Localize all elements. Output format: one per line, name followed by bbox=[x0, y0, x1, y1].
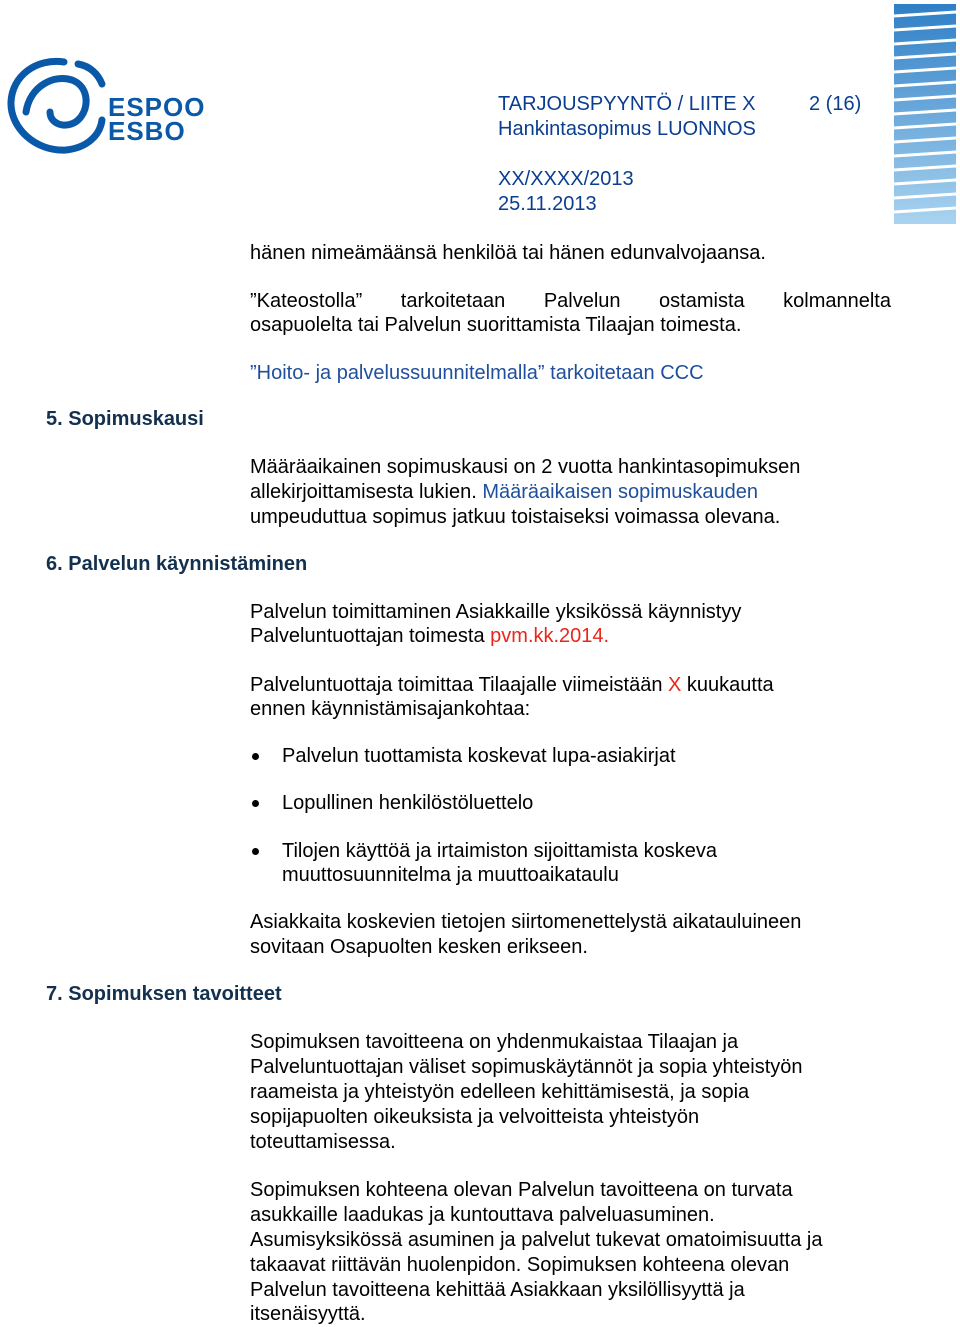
section-7-p1-line: toteuttamisessa. bbox=[250, 1131, 396, 1153]
doc-title: TARJOUSPYYNTÖ / LIITE X bbox=[498, 93, 756, 115]
section-6-p1-text: Palveluntuottajan toimesta bbox=[250, 625, 491, 647]
bullet-icon bbox=[252, 848, 259, 855]
section-7-p2-line: Asumisyksikössä asuminen ja palvelut tukevat omatoimisuutta ja bbox=[250, 1229, 823, 1251]
section-6-p2-text-a: Palveluntuottaja toimittaa Tilaajalle viimeistään bbox=[250, 674, 668, 696]
section-5-line-2 bbox=[250, 480, 758, 505]
section-7-p1-line: sopijapuolten oikeuksista ja velvoitteista yhteistyön bbox=[250, 1106, 700, 1128]
start-date: pvm.kk.2014. bbox=[490, 625, 610, 647]
logo-text-espoo: ESPOO bbox=[108, 92, 206, 122]
decorative-stripes bbox=[894, 4, 956, 224]
bullet-icon bbox=[252, 800, 259, 807]
kateostolla-line-2: osapuolelta tai Palvelun suorittamista Tilaajan toimesta. bbox=[250, 314, 742, 336]
doc-subtitle: Hankintasopimus LUONNOS bbox=[498, 118, 756, 140]
section-7-p2-line: Palvelun tavoitteena kehittää Asiakkaan yksilöllisyyttä ja bbox=[250, 1279, 745, 1301]
list-item: Lopullinen henkilöstöluettelo bbox=[282, 792, 534, 814]
section-6-p2-line-1 bbox=[250, 673, 774, 698]
section-7-p1-line: raameista ja yhteistyön edelleen kehittämisestä, ja sopia bbox=[250, 1081, 750, 1103]
section-5-line-2-part-a: allekirjoittamisesta lukien. bbox=[250, 481, 483, 503]
page-number: 2 (16) bbox=[809, 93, 862, 115]
bullet-icon bbox=[252, 753, 259, 760]
doc-reference: XX/XXXX/2013 bbox=[498, 168, 634, 190]
section-7-p2-line: itsenäisyyttä. bbox=[250, 1303, 366, 1325]
section-7-p1-line: Palveluntuottajan väliset sopimuskäytännöt ja sopia yhteistyön bbox=[250, 1056, 803, 1078]
section-7-p2-line: takaavat riittävän huolenpidon. Sopimuksen kohteena olevan bbox=[250, 1254, 790, 1276]
espoo-logo bbox=[6, 56, 206, 156]
section-7-heading: 7. Sopimuksen tavoitteet bbox=[46, 983, 282, 1005]
section-6-p3-line-1: Asiakkaita koskevien tietojen siirtomenettelystä aikatauluineen bbox=[250, 911, 802, 933]
section-6-p2-line-2: ennen käynnistämisajankohtaa: bbox=[250, 698, 531, 720]
list-item: Palvelun tuottamista koskevat lupa-asiakirjat bbox=[282, 745, 676, 767]
section-6-p2-text-b: kuukautta bbox=[681, 674, 774, 696]
section-6-heading: 6. Palvelun käynnistäminen bbox=[46, 553, 308, 575]
intro-paragraph: hänen nimeämäänsä henkilöä tai hänen edunvalvojaansa. bbox=[250, 242, 766, 264]
section-7-p2-line: Sopimuksen kohteena olevan Palvelun tavoitteena on turvata bbox=[250, 1179, 793, 1201]
list-item-continuation: muuttosuunnitelma ja muuttoaikataulu bbox=[282, 864, 619, 886]
doc-date: 25.11.2013 bbox=[498, 193, 597, 215]
list-item: Tilojen käyttöä ja irtaimiston sijoittamista koskeva bbox=[282, 840, 717, 862]
section-7-p2-line: asukkaille laadukas ja kuntouttava palveluasuminen. bbox=[250, 1204, 715, 1226]
section-6-p1-line-1: Palvelun toimittaminen Asiakkaille yksikössä käynnistyy bbox=[250, 601, 742, 623]
logo-text-esbo: ESBO bbox=[108, 116, 186, 146]
section-6-p3-line-2: sovitaan Osapuolten kesken erikseen. bbox=[250, 936, 588, 958]
section-5-line-3: umpeuduttua sopimus jatkuu toistaiseksi voimassa olevana. bbox=[250, 506, 781, 528]
section-6-p1-line-2 bbox=[250, 624, 609, 649]
section-5-line-2-part-b: Määräaikaisen sopimuskauden bbox=[482, 481, 759, 503]
months-placeholder: X bbox=[668, 674, 682, 696]
hoito-definition: ”Hoito- ja palvelussuunnitelmalla” tarkoitetaan CCC bbox=[250, 362, 704, 384]
kateostolla-line-1: ”Kateostolla” tarkoitetaan Palvelun ostamista kolmannelta bbox=[250, 290, 891, 312]
section-5-heading: 5. Sopimuskausi bbox=[46, 408, 204, 430]
section-5-line-1: Määräaikainen sopimuskausi on 2 vuotta hankintasopimuksen bbox=[250, 456, 801, 478]
section-7-p1-line: Sopimuksen tavoitteena on yhdenmukaistaa Tilaajan ja bbox=[250, 1031, 739, 1053]
